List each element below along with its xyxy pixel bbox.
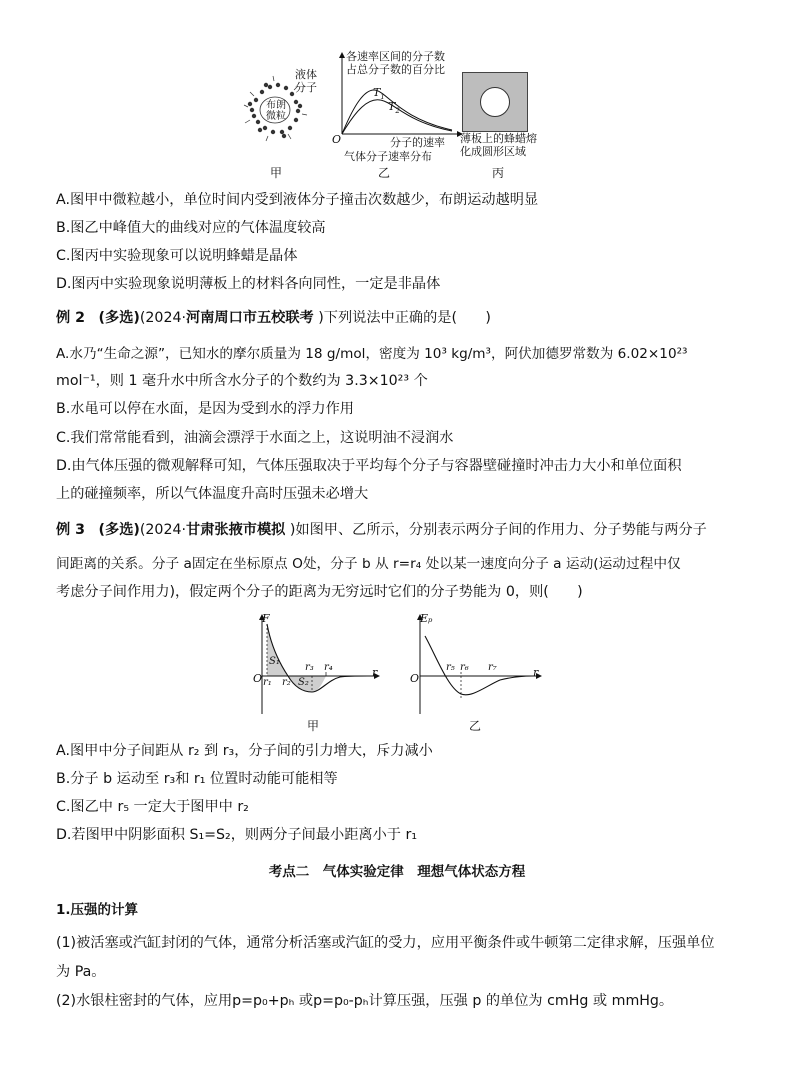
s1-label: S₁ bbox=[269, 656, 280, 667]
s2-label: S₂ bbox=[298, 677, 309, 688]
t1-label: $T_1$ bbox=[373, 86, 385, 102]
figure-1 bbox=[240, 50, 550, 180]
ex2-option-a-line2: mol⁻¹，则 1 毫升水中所含水分子的个数约为 3.3×10²³ 个 bbox=[56, 373, 428, 389]
example-2-header: 例 2 (多选)(2024·河南周口市五校联考 )下列说法中正确的是( ) bbox=[56, 310, 491, 326]
potential-origin: O bbox=[410, 672, 420, 685]
section-para-2: (2)水银柱密封的气体，应用p=p₀+pₕ 或p=p₀-pₕ计算压强，压强 p 的单位为 cmHg 或 mmHg。 bbox=[56, 993, 674, 1009]
speed-ylabel: 各速率区间的分子数 占总分子数的百分比 bbox=[346, 50, 445, 76]
figure-2 bbox=[250, 610, 550, 735]
q1-option-a: A.图甲中微粒越小，单位时间内受到液体分子撞击次数越少，布朗运动越明显 bbox=[56, 192, 539, 208]
ex2-option-b: B.水黾可以停在水面，是因为受到水的浮力作用 bbox=[56, 401, 354, 417]
thin-plate bbox=[462, 72, 528, 132]
ex2-option-a-line1: A.水乃“生命之源”，已知水的摩尔质量为 18 g/mol，密度为 10³ kg/m³，阿伏加德罗常数为 6.02×10²³ bbox=[56, 346, 688, 362]
fig1-caption-jia: 甲 bbox=[270, 166, 283, 180]
example-3-header: 例 3 (多选)(2024·甘肃张掖市模拟 )如图甲、乙所示，分别表示两分子间的作用力、分子势能与两分子 bbox=[56, 522, 707, 538]
speed-chart-title: 气体分子速率分布 bbox=[344, 150, 432, 163]
r3-label: r₃ bbox=[305, 662, 314, 673]
r5-label: r₅ bbox=[446, 662, 455, 673]
plate-description: 薄板上的蜂蜡熔 化成圆形区域 bbox=[460, 132, 537, 158]
r1-label: r₁ bbox=[263, 677, 272, 688]
potential-ylabel: Eₚ bbox=[420, 612, 433, 625]
ex3-line-2: 间距离的关系。分子 a固定在坐标原点 O处，分子 b 从 r=r₄ 处以某一速度向分子 a 运动(运动过程中仅 bbox=[56, 556, 681, 572]
section-title: 考点二 气体实验定律 理想气体状态方程 bbox=[268, 864, 526, 880]
force-origin: O bbox=[253, 672, 263, 685]
potential-xlabel: r bbox=[533, 666, 539, 679]
section-para-1-line2: 为 Pa。 bbox=[56, 964, 106, 980]
speed-origin: O bbox=[332, 133, 342, 146]
speed-xlabel: 分子的速率 bbox=[390, 136, 445, 149]
wax-circle bbox=[480, 87, 510, 117]
r4-label: r₄ bbox=[324, 662, 333, 673]
q1-option-b: B.图乙中峰值大的曲线对应的气体温度较高 bbox=[56, 220, 326, 236]
r2-label: r₂ bbox=[282, 677, 291, 688]
ex3-option-c: C.图乙中 r₅ 一定大于图甲中 r₂ bbox=[56, 799, 249, 815]
fig1-caption-bing: 丙 bbox=[492, 166, 505, 180]
potential-energy-chart bbox=[408, 610, 543, 718]
shaded-s1 bbox=[267, 624, 288, 676]
force-xlabel: r bbox=[372, 666, 378, 679]
t2-label: $T_2$ bbox=[388, 100, 400, 116]
ex2-option-d-line1: D.由气体压强的微观解释可知，气体压强取决于平均每个分子与容器壁碰撞时冲击力大小和单位面积 bbox=[56, 458, 682, 474]
fig2-caption-jia: 甲 bbox=[307, 719, 320, 733]
q1-option-c: C.图丙中实验现象可以说明蜂蜡是晶体 bbox=[56, 248, 298, 264]
potential-curve bbox=[425, 636, 532, 695]
ex3-option-a: A.图甲中分子间距从 r₂ 到 r₃，分子间的引力增大，斥力减小 bbox=[56, 743, 433, 759]
particle-label: 布朗微粒 bbox=[266, 100, 286, 122]
fig2-caption-yi: 乙 bbox=[469, 719, 482, 733]
q1-option-d: D.图丙中实验现象说明薄板上的材料各向同性，一定是非晶体 bbox=[56, 276, 441, 292]
section-para-1-line1: (1)被活塞或汽缸封闭的气体，通常分析活塞或汽缸的受力，应用平衡条件或牛顿第二定律求解，压强单位 bbox=[56, 935, 715, 951]
ex3-line-3: 考虑分子间作用力)，假定两个分子的距离为无穷远时它们的分子势能为 0，则( ) bbox=[56, 584, 583, 600]
fig1-caption-yi: 乙 bbox=[378, 166, 391, 180]
force-ylabel: F bbox=[262, 612, 270, 625]
r7-label: r₇ bbox=[488, 662, 497, 673]
ex3-option-b: B.分子 b 运动至 r₃和 r₁ 位置时动能可能相等 bbox=[56, 771, 338, 787]
ex3-option-d: D.若图甲中阴影面积 S₁=S₂，则两分子间最小距离小于 r₁ bbox=[56, 827, 417, 843]
r6-label: r₆ bbox=[460, 662, 469, 673]
ex2-option-d-line2: 上的碰撞频率，所以气体温度升高时压强未必增大 bbox=[56, 486, 369, 502]
subsection-heading: 1.压强的计算 bbox=[56, 902, 139, 918]
liquid-molecule-label: 液体分子 bbox=[295, 68, 317, 94]
ex2-option-c: C.我们常常能看到，油滴会漂浮于水面之上，这说明油不浸润水 bbox=[56, 430, 454, 446]
